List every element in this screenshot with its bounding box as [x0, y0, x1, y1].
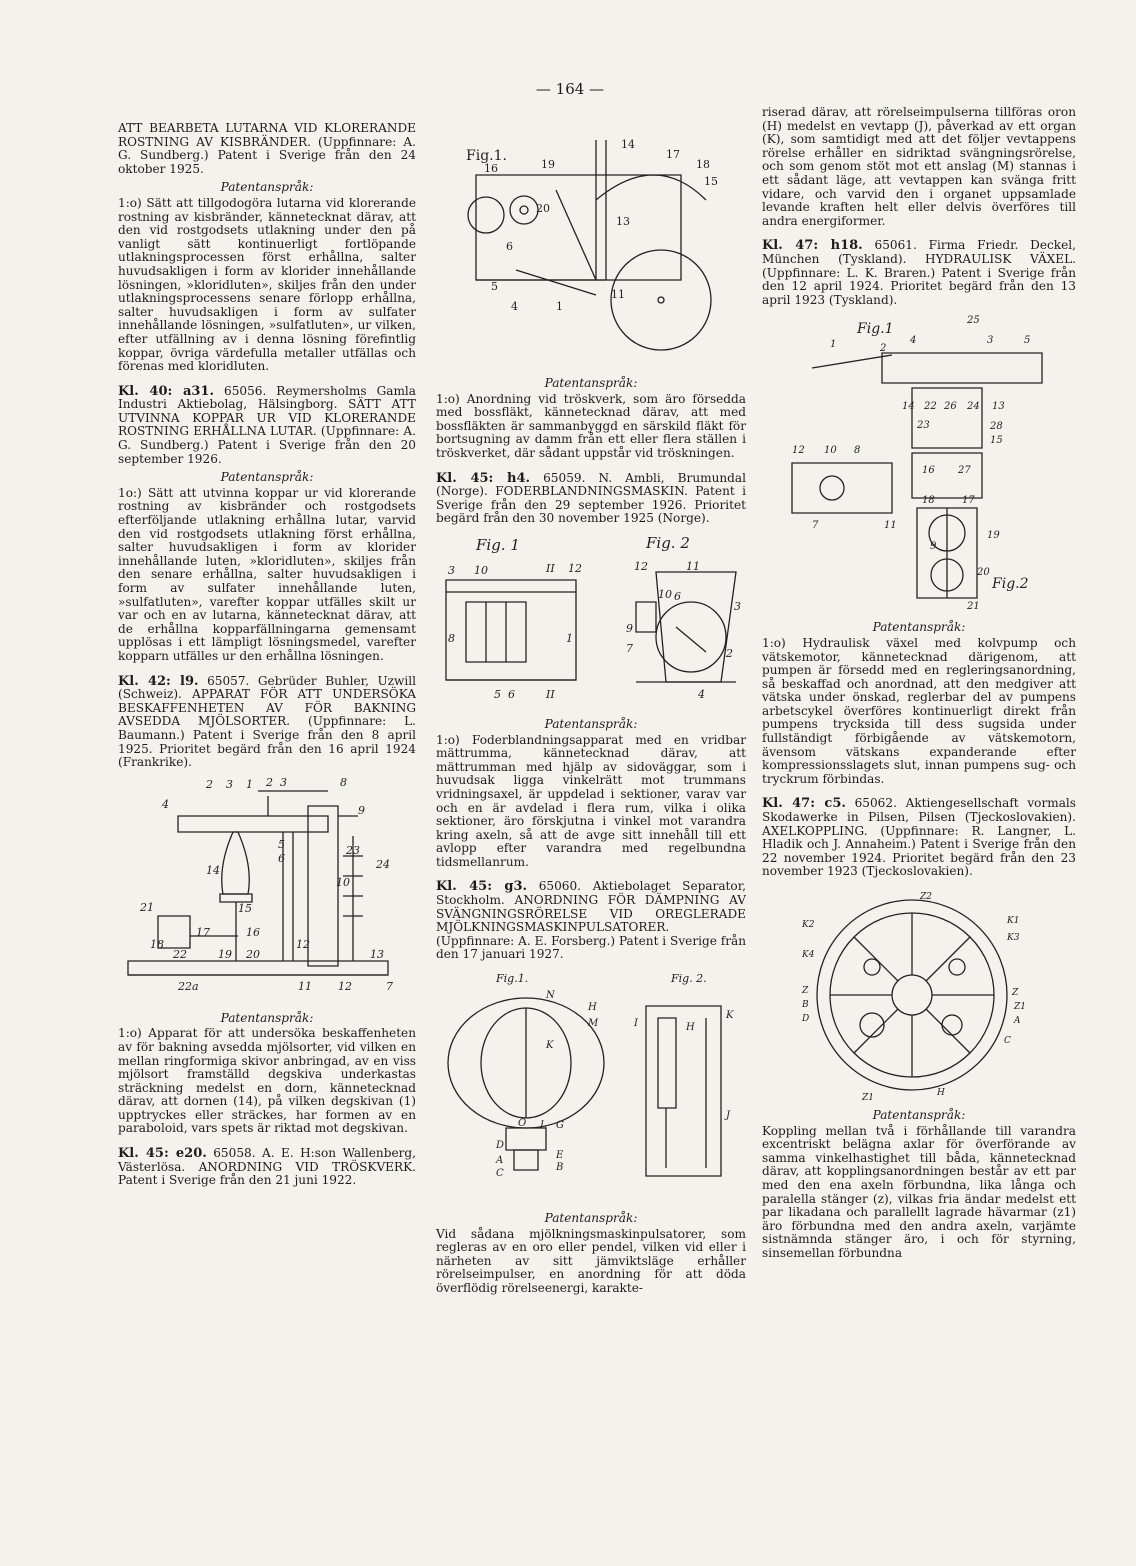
class-label: Kl. 40: a31. — [118, 383, 215, 399]
figure-label: 12 — [338, 979, 352, 993]
patent-claim: 1:o) Anordning vid tröskverk, som äro försedda med bossfläkt, kännetecknad därav, att med bossfläkten är sammanbyggd en särskild fläkt för bortsugning av damm från ett eller flera ställen i tröskverket, där sådant uppstår vid tröskningen. — [436, 391, 746, 460]
patent-claim: 1:o) Apparat för att undersöka beskaffenheten av för bakning avsedda mjölsorter, vid vilken en mellan ringformiga skivor anbringad, av en viss mjölsort framställd degskiva underkastas sträckning medelst en dorn, kännetecknad därav, att dornen (14), på vilken degskivan (1) upptryckes eller sträckes, har formen av en paraboloid, vars spets är riktad mot degskivan. — [118, 1026, 416, 1136]
figure-label: 8 — [340, 775, 347, 789]
figure-label: 22 — [924, 401, 937, 413]
figure-label: 18 — [696, 158, 710, 171]
class-label: Kl. 47: c5. — [762, 796, 846, 812]
figure-label: D — [802, 1014, 810, 1024]
dough-tester-figure — [118, 776, 408, 1006]
threshing-machine-figure — [456, 130, 726, 360]
figure-label: K — [726, 1010, 734, 1022]
entry-heading: ATT BEARBETA LUTARNA VID KLORERANDE ROSTNING AV KISBRÄNDER. (Uppfinnare: A. G. Sundberg.) Patent i Sverige från den 24 oktober 1925. — [118, 121, 416, 176]
patentansprak-label: Patentanspråk: — [220, 470, 314, 485]
figure-label: B — [802, 1000, 809, 1010]
figure-label: 5 — [494, 687, 501, 701]
patentansprak-label: Patentanspråk: — [872, 1108, 966, 1122]
figure-label: 16 — [484, 162, 498, 175]
figure-label: 5 — [1024, 335, 1031, 347]
entry-heading: Kl. 45: g3. 65060. Aktiebolaget Separator, Stockholm. ANORDNING FÖR DÄMPNING AV SVÄNGNINGSRÖRELSE VID OREGLERADE MJÖLKNINGSMASKINPULSATORER. (Uppfinnare: A. E. Forsberg.) Patent i Sverige från den 17 januari 1927. — [436, 879, 746, 962]
figure-label: 5 — [278, 837, 285, 851]
figure-label: 1 — [556, 300, 563, 313]
patentansprak-label: Patentanspråk: — [220, 180, 314, 195]
figure-label: 3 — [734, 599, 741, 613]
column-2 — [436, 372, 746, 1296]
patentansprak-label: Patentanspråk: — [544, 716, 638, 731]
figure-label: 12 — [296, 937, 310, 951]
figure-label: 14 — [902, 401, 915, 413]
figure-label: 13 — [992, 401, 1005, 413]
figure-label: 9 — [626, 621, 633, 635]
hydraulic-gear-figure — [762, 313, 1072, 615]
entry-heading: Kl. 45: e20. 65058. A. E. H:son Wallenberg, Västerlösa. ANORDNING VID TRÖSKVERK. Patent i Sverige från den 21 juni 1922. — [118, 1146, 416, 1188]
figure-label: G — [556, 1120, 564, 1132]
figure-label: 15 — [990, 435, 1003, 447]
class-label: Kl. 47: h18. — [762, 238, 863, 254]
figure-label: 23 — [917, 420, 930, 432]
figure-label: I — [634, 1018, 638, 1030]
figure-label: II — [546, 561, 555, 575]
figure-label: 4 — [511, 300, 518, 313]
figure-label: 7 — [386, 979, 393, 993]
figure-title: Fig. 2 — [646, 533, 690, 552]
patent-claim: 1:o) Foderblandningsapparat med en vridbar mättrumma, kännetecknad därav, att mättrumman med hjälp av sidoväggar, som i huvudsak ligga vinkelrätt mot trummans vridningsaxel, är uppdelad i sektioner, varav var och en är avdelad i flera rum, vilka i olika sektioner, äro förskjutna i vinkel mot varandra kring axeln, så att de avge sitt innehåll till ett avlopp efter varandra med regelbundna tidsmellanrum. — [436, 732, 746, 869]
figure-label: 4 — [162, 797, 169, 811]
figure-label: 6 — [508, 687, 515, 701]
figure-label: M — [588, 1018, 599, 1030]
figure-label: J — [726, 1110, 731, 1122]
figure-label: 5 — [491, 280, 498, 293]
figure-title: Fig.1 — [857, 321, 894, 338]
patent-claim: 1:o) Sätt att tillgodogöra lutarna vid klorerande rostning av kisbränder, kännetecknat därav, att den vid rostgodsets utlakning under den på vanligt sätt kontinuerligt fortlöpande utlakningsprocessen först erhållna, salter huvudsakligen i form av klorider innehållande lösningen, »kloridluten», skiljes från den under utlakningsprocessens senare förlopp erhållna, salter huvudsakligen i form av sulfater innehållande lösningen, »sulfatluten», ur vilken, efter utfällning av i denna lösning förefintlig koppar, övriga värdefulla metaller utfällas och förenas med kloridluten. — [118, 195, 416, 374]
figure-label: 1 — [566, 631, 573, 645]
figure-label: D — [496, 1140, 505, 1152]
figure-label: 16 — [922, 465, 935, 477]
figure-label: 14 — [621, 138, 635, 151]
class-label: Kl. 45: h4. — [436, 470, 531, 486]
class-label: Kl. 45: g3. — [436, 879, 528, 895]
figure-label: A — [1014, 1016, 1021, 1026]
figure-label: 10 — [824, 445, 837, 457]
figure-label: 20 — [536, 202, 550, 215]
entry-heading: Kl. 47: h18. 65061. Firma Friedr. Deckel, München (Tyskland). HYDRAULISK VÄXEL. (Uppfinnare: L. K. Braren.) Patent i Sverige från den 12 april 1924. Prioritet begärd från den 13 april 1923 (Tyskland). — [762, 238, 1076, 307]
patent-claim: 1:o) Hydraulisk växel med kolvpump och vätskemotor, kännetecknad därigenom, att pumpen är försedd med en regleringsanordning, så beskaffad och anordnad, att den medgiver att vätska under önskad, reglerbar del av pumpens arbetscykel överföres kontinuerligt direkt från pumpens trycksida till dess sugsida under fullständigt förbigående av vätskemotorn, ävensom vätskans expanderande efter kompressionsslagets slut, innan pumpens sug- och tryckrum förbindas. — [762, 635, 1076, 786]
patentansprak-label: Patentanspråk: — [872, 620, 966, 635]
figure-label: H — [588, 1002, 597, 1014]
figure-title: Fig.2 — [992, 576, 1029, 593]
figure-label: 10 — [658, 587, 672, 601]
figure-label: 21 — [967, 601, 980, 613]
entry-heading: Kl. 40: a31. 65056. Reymersholms Gamla Industri Aktiebolag, Hälsingborg. SÄTT ATT UTVINNA KOPPAR UR VID KLORERANDE ROSTNING ERHÅLLNA LUTAR. (Uppfinnare: A. G. Sundberg.) Patent i Sverige från den 20 september 1926. — [118, 383, 416, 466]
figure-label: K — [546, 1040, 554, 1052]
figure-label: 1 — [246, 777, 253, 791]
figure-label: B — [556, 1162, 564, 1174]
entry-heading: Kl. 42: l9. 65057. Gebrüder Buhler, Uzwill (Schweiz). APPARAT FÖR ATT UNDERSÖKA BESKAFFENHETEN AV FÖR BAKNING AVSEDDA MJÖLSORTER. (Uppfinnare: L. Baumann.) Patent i Sverige från den 8 april 1925. Prioritet begärd från den 16 april 1924 (Frankrike). — [118, 673, 417, 770]
figure-label: 7 — [812, 520, 819, 532]
page-number: — 164 — — [535, 80, 605, 98]
figure-label: N — [546, 990, 555, 1002]
figure-label: 22a — [178, 979, 199, 993]
figure-title: Fig. 2. — [671, 972, 707, 986]
figure-label: K4 — [802, 950, 815, 960]
figure-label: C — [496, 1168, 504, 1180]
figure-label: Z2 — [920, 892, 932, 902]
figure-label: 11 — [298, 979, 312, 993]
patent-claim: Koppling mellan två i förhållande till varandra excentriskt belägna axlar för överförande av samma vinkelhastighet till båda, kännetecknad därav, att kopplingsanordningen består av ett par med den ena axeln förbundna, lika långa och paralella stänger (z), vilkas fria ändar medelst ett par likadana och parallellt lagrade hävarmar (z1) äro förbundna med den andra axeln, varjämte sistnämnda stänger äro, i och för styrning, sinsemellan förbundna — [762, 1123, 1076, 1260]
column-1 — [118, 122, 416, 1188]
figure-label: Z1 — [862, 1093, 874, 1103]
class-label: Kl. 42: l9. — [118, 673, 199, 689]
figure-label: 16 — [246, 925, 260, 939]
figure-label: 6 — [278, 851, 285, 865]
patentansprak-label: Patentanspråk: — [544, 1211, 638, 1226]
figure-label: K1 — [1007, 916, 1020, 926]
patent-claim: 1o:) Sätt att utvinna koppar ur vid klorerande rostning av kisbränder och rostgodsets efterföljande utlakning erhållna lutar, varvid den vid rostgodsets utlakning först erhållna, salter huvudsakligen i form av klorider innehållande luten, »kloridluten», skiljes från den senare erhållna, salter huvudsakligen i form av sulfater innehållande luten, »sulfatluten», varefter koppar utfälles skilt ur var och en av lutarna, kännetecknat därav, att de erhållna kopparfällningarna gemensamt upplösas i ett lämpligt lösningsmedel, varefter kopparn utfälles ur den erhållna lösningen. — [118, 485, 416, 663]
figure-label: 20 — [977, 567, 990, 579]
figure-label: 20 — [246, 947, 260, 961]
figure-label: 21 — [140, 900, 154, 914]
figure-label: 18 — [150, 937, 164, 951]
figure-label: 17 — [196, 925, 210, 939]
entry-heading: Kl. 47: c5. 65062. Aktiengesellschaft vormals Skodawerke in Pilsen, Pilsen (Tjeckoslovakien). AXELKOPPLING. (Uppfinnare: R. Langner, L. Hladik och J. Annaheim.) Patent i Sverige från den 22 november 1924. Prioritet begärd från den 23 november 1923 (Tjeckoslovakien). — [762, 796, 1076, 879]
figure-label: 17 — [962, 495, 975, 507]
figure-label: 9 — [358, 803, 365, 817]
figure-label: 11 — [884, 520, 897, 532]
figure-label: 6 — [674, 589, 681, 603]
figure-label: L — [540, 1120, 547, 1132]
figure-label: 15 — [704, 175, 718, 188]
figure-label: 22 — [173, 947, 187, 961]
figure-label: 17 — [666, 148, 680, 161]
figure-label: 19 — [218, 947, 232, 961]
figure-label: H — [937, 1088, 945, 1098]
figure-label: 19 — [541, 158, 555, 171]
patent-claim: Vid sådana mjölkningsmaskinpulsatorer, som regleras av en oro eller pendel, vilken vid eller i närheten av sitt jämviktsläge erhåller rörelseimpulser, en anordning för att döda överflödig rörelseenergi, karakte- — [436, 1226, 746, 1295]
fodder-mixer-figure — [436, 532, 746, 712]
class-label: Kl. 45: e20. — [118, 1146, 207, 1162]
figure-label: 25 — [967, 315, 980, 327]
figure-label: 12 — [792, 445, 805, 457]
figure-label: 24 — [967, 401, 980, 413]
figure-title: Fig.1. — [496, 972, 529, 986]
entry-heading: Kl. 45: h4. 65059. N. Ambli, Brumundal (Norge). FODERBLANDNINGSMASKIN. Patent i Sverige från den 29 september 1926. Prioritet begärd från den 30 november 1925 (Norge). — [436, 470, 746, 526]
figure-label: 26 — [944, 401, 957, 413]
figure-label: 2 — [726, 646, 733, 660]
figure-label: A — [496, 1155, 504, 1167]
figure-label: II — [546, 687, 555, 701]
figure-label: 7 — [626, 641, 633, 655]
figure-label: 19 — [987, 530, 1000, 542]
figure-label: 12 — [568, 561, 582, 575]
figure-label: 6 — [506, 240, 513, 253]
figure-label: 9 — [930, 541, 937, 553]
figure-label: 8 — [854, 445, 861, 457]
figure-label: 3 — [280, 775, 287, 789]
figure-label: 28 — [990, 421, 1003, 433]
column-3 — [762, 106, 1076, 1261]
figure-label: Z — [1012, 988, 1019, 998]
patentansprak-label: Patentanspråk: — [544, 376, 638, 390]
figure-label: 3 — [226, 777, 233, 791]
shaft-coupling-figure — [762, 885, 1072, 1103]
pulsator-figure — [436, 968, 746, 1206]
figure-label: 12 — [634, 559, 648, 573]
figure-label: 3 — [448, 563, 455, 577]
figure-label: 2 — [206, 777, 213, 791]
figure-label: K3 — [1007, 933, 1020, 943]
figure-label: 18 — [922, 495, 935, 507]
figure-label: C — [1004, 1036, 1011, 1046]
figure-label: 13 — [616, 215, 630, 228]
figure-label: 8 — [448, 631, 455, 645]
figure-label: O — [518, 1118, 527, 1130]
figure-title: Fig. 1 — [476, 535, 520, 554]
figure-label: 14 — [206, 863, 220, 877]
figure-label: 3 — [987, 335, 994, 347]
figure-label: 24 — [376, 857, 390, 871]
figure-label: 2 — [880, 343, 887, 355]
figure-label: Z1 — [1014, 1002, 1026, 1012]
figure-title: Fig.1. — [466, 148, 507, 164]
patentansprak-label: Patentanspråk: — [220, 1010, 314, 1025]
figure-label: 11 — [611, 288, 625, 301]
figure-label: 1 — [830, 339, 837, 351]
figure-label: H — [686, 1022, 695, 1034]
figure-label: E — [556, 1150, 564, 1162]
figure-label: 27 — [958, 465, 971, 477]
figure-label: 15 — [238, 901, 252, 915]
figure-label: 23 — [346, 843, 360, 857]
figure-label: K2 — [802, 920, 815, 930]
figure-label: 13 — [370, 947, 384, 961]
figure-label: 10 — [474, 563, 488, 577]
patent-claim-continuation: riserad därav, att rörelseimpulserna tillföras oron (H) medelst en vevtapp (J), påverkad av ett organ (K), som samtidigt med att det följer vevtappens rörelse erhåller en sidriktad svängningsrörelse, och som genom stöt mot ett anslag (M) stannas i ett sådant läge, att vevtappen kan svänga fritt vidare, och varvid den i organet uppsamlade levande kraften helt eller delvis överföres till andra energiformer. — [762, 105, 1076, 228]
figure-label: 10 — [336, 875, 350, 889]
figure-label: 4 — [698, 687, 705, 701]
figure-label: 2 — [266, 775, 273, 789]
figure-label: Z — [802, 986, 809, 996]
figure-label: 11 — [686, 559, 700, 573]
figure-label: 4 — [910, 335, 917, 347]
